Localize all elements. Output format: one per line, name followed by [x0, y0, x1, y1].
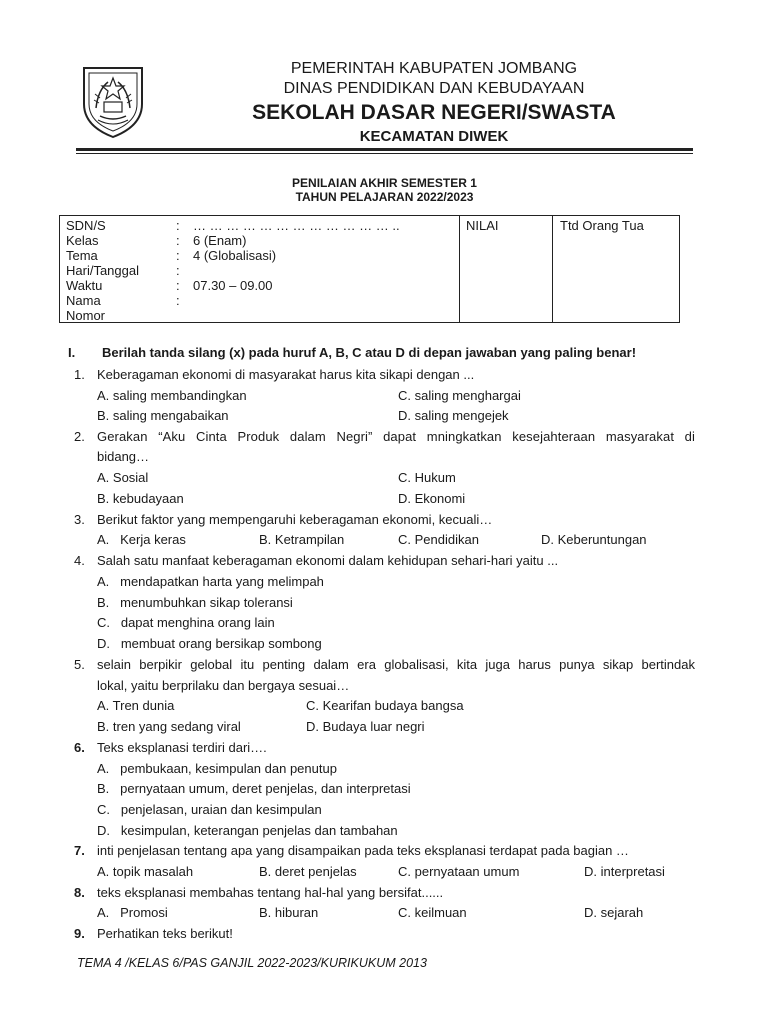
- identity-colon: :: [176, 263, 180, 278]
- answer-option[interactable]: B. deret penjelas: [259, 864, 357, 879]
- answer-option[interactable]: C. penjelasan, uraian dan kesimpulan: [97, 802, 322, 817]
- answer-option[interactable]: A. Sosial: [97, 470, 149, 485]
- identity-colon: :: [176, 233, 180, 248]
- answer-option[interactable]: A. Kerja keras: [97, 532, 186, 547]
- student-identity-table: [59, 215, 680, 323]
- school-heading: SEKOLAH DASAR NEGERI/SWASTA: [252, 101, 616, 124]
- answer-option[interactable]: D. saling mengejek: [398, 408, 509, 423]
- answer-option[interactable]: C. saling menghargai: [398, 388, 521, 403]
- section-numeral: I.: [68, 345, 76, 360]
- time-value: 07.30 – 09.00: [193, 278, 273, 293]
- answer-option[interactable]: A. pembukaan, kesimpulan dan penutup: [97, 761, 337, 776]
- answer-option[interactable]: C. Kearifan budaya bangsa: [306, 698, 464, 713]
- class-value: 6 (Enam): [193, 233, 247, 248]
- letterhead-divider-thin: [76, 153, 693, 154]
- answer-option[interactable]: C. dapat menghina orang lain: [97, 615, 275, 630]
- identity-label: Nama: [66, 293, 101, 308]
- exam-year: TAHUN PELAJARAN 2022/2023: [295, 190, 474, 204]
- answer-option[interactable]: A. Promosi: [97, 905, 168, 920]
- identity-label: Kelas: [66, 233, 99, 248]
- identity-colon: :: [176, 293, 180, 308]
- answer-option[interactable]: A. mendapatkan harta yang melimpah: [97, 574, 324, 589]
- answer-option[interactable]: D. Keberuntungan: [541, 532, 647, 547]
- question-text-continued: bidang…: [97, 449, 150, 464]
- school-name-field[interactable]: … … … … … … … … … … … … ..: [193, 218, 400, 233]
- question-number: 5.: [74, 657, 85, 672]
- identity-colon: :: [176, 248, 180, 263]
- question-text: Salah satu manfaat keberagaman ekonomi dalam kehidupan sehari-hari yaitu ...: [97, 553, 559, 568]
- identity-label: Tema: [66, 248, 98, 263]
- answer-option[interactable]: B. Ketrampilan: [259, 532, 345, 547]
- district-heading: KECAMATAN DIWEK: [359, 128, 509, 145]
- answer-option[interactable]: D. Ekonomi: [398, 491, 466, 506]
- question-number: 6.: [74, 740, 85, 755]
- question-text: Perhatikan teks berikut!: [97, 926, 233, 941]
- question-number: 4.: [74, 553, 85, 568]
- identity-colon: :: [176, 278, 180, 293]
- regency-crest-icon: [78, 64, 148, 140]
- table-divider: [552, 216, 553, 322]
- answer-option[interactable]: A. topik masalah: [97, 864, 194, 879]
- question-number: 2.: [74, 429, 85, 444]
- answer-option[interactable]: D. interpretasi: [584, 864, 665, 879]
- identity-label: SDN/S: [66, 218, 106, 233]
- answer-option[interactable]: C. pernyataan umum: [398, 864, 520, 879]
- answer-option[interactable]: D. kesimpulan, keterangan penjelas dan tambahan: [97, 823, 398, 838]
- question-text: Gerakan “Aku Cinta Produk dalam Negri” dapat mningkatkan kesejahteraan masyarakat di: [97, 429, 695, 444]
- question-number: 3.: [74, 512, 85, 527]
- answer-option[interactable]: C. keilmuan: [398, 905, 467, 920]
- answer-option[interactable]: B. pernyataan umum, deret penjelas, dan interpretasi: [97, 781, 411, 796]
- page-footer: TEMA 4 /KELAS 6/PAS GANJIL 2022-2023/KURIKUKUM 2013: [77, 956, 427, 970]
- question-number: 1.: [74, 367, 85, 382]
- question-text: inti penjelasan tentang apa yang disampaikan pada teks eksplanasi terdapat pada bagian …: [97, 843, 629, 858]
- identity-label: Nomor: [66, 308, 106, 323]
- exam-title: PENILAIAN AKHIR SEMESTER 1: [292, 176, 477, 190]
- answer-option[interactable]: C. Pendidikan: [398, 532, 479, 547]
- question-text: Berikut faktor yang mempengaruhi keberagaman ekonomi, kecuali…: [97, 512, 493, 527]
- question-number: 7.: [74, 843, 85, 858]
- government-heading: PEMERINTAH KABUPATEN JOMBANG: [290, 60, 578, 77]
- question-text-continued: lokal, yaitu berprilaku dan bergaya sesuai…: [97, 678, 350, 693]
- table-divider: [459, 216, 460, 322]
- question-text: Keberagaman ekonomi di masyarakat harus kita sikapi dengan ...: [97, 367, 475, 382]
- question-number: 9.: [74, 926, 85, 941]
- question-number: 8.: [74, 885, 85, 900]
- answer-option[interactable]: A. saling membandingkan: [97, 388, 247, 403]
- parent-signature-header: Ttd Orang Tua: [560, 218, 644, 233]
- letterhead-divider-thick: [76, 148, 693, 151]
- identity-colon: :: [176, 218, 180, 233]
- answer-option[interactable]: B. tren yang sedang viral: [97, 719, 241, 734]
- question-text: Teks eksplanasi terdiri dari….: [97, 740, 267, 755]
- score-header: NILAI: [466, 218, 499, 233]
- answer-option[interactable]: D. sejarah: [584, 905, 644, 920]
- answer-option[interactable]: D. Budaya luar negri: [306, 719, 425, 734]
- section-instruction: Berilah tanda silang (x) pada huruf A, B, C atau D di depan jawaban yang paling benar!: [102, 345, 637, 360]
- answer-option[interactable]: B. kebudayaan: [97, 491, 184, 506]
- answer-option[interactable]: B. menumbuhkan sikap toleransi: [97, 595, 293, 610]
- question-text: selain berpikir gelobal itu penting dalam era globalisasi, kita juga harus punya sikap bertindak: [97, 657, 695, 672]
- answer-option[interactable]: C. Hukum: [398, 470, 456, 485]
- answer-option[interactable]: B. saling mengabaikan: [97, 408, 229, 423]
- answer-option[interactable]: D. membuat orang bersikap sombong: [97, 636, 322, 651]
- theme-value: 4 (Globalisasi): [193, 248, 277, 263]
- question-text: teks eksplanasi membahas tentang hal-hal yang bersifat......: [97, 885, 444, 900]
- department-heading: DINAS PENDIDIKAN DAN KEBUDAYAAN: [283, 80, 585, 97]
- answer-option[interactable]: A. Tren dunia: [97, 698, 175, 713]
- answer-option[interactable]: B. hiburan: [259, 905, 319, 920]
- identity-label: Waktu: [66, 278, 103, 293]
- identity-label: Hari/Tanggal: [66, 263, 139, 278]
